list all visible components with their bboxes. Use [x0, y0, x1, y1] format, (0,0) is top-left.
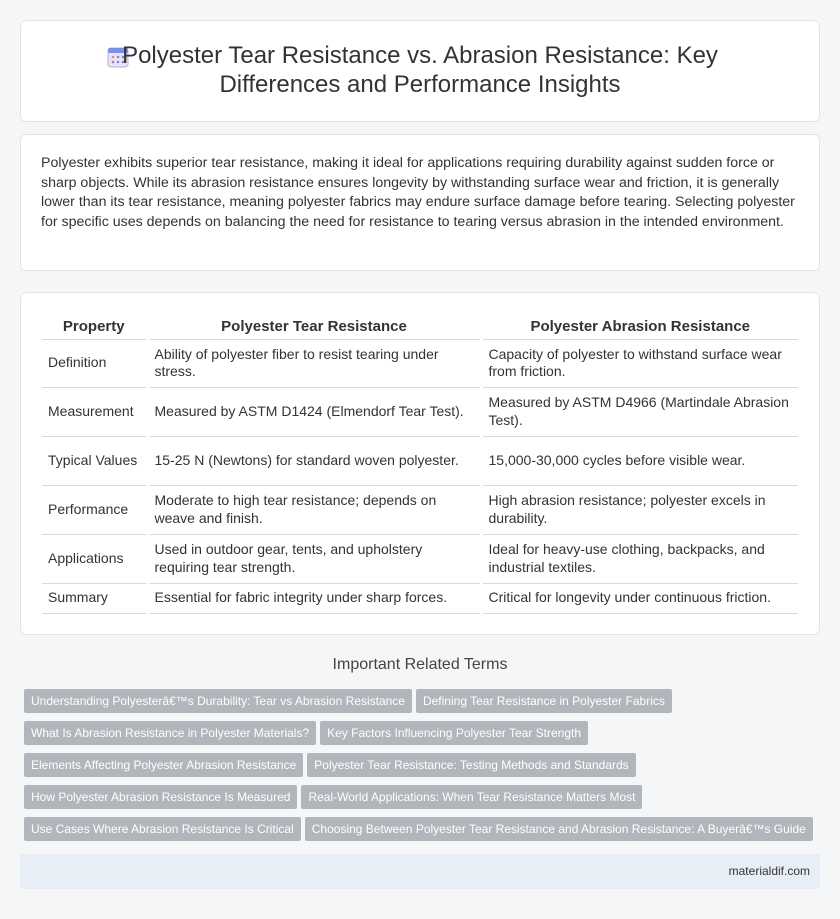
tear-cell: Ability of polyester fiber to resist tearing under stress. — [147, 339, 481, 387]
comparison-table-card — [20, 292, 820, 635]
related-term-link[interactable]: Use Cases Where Abrasion Resistance Is Critical — [24, 817, 301, 841]
table-row — [42, 436, 798, 485]
related-term-link[interactable]: Choosing Between Polyester Tear Resistance and Abrasion Resistance: A Buyerâ€™s Guide — [305, 817, 813, 841]
table-row — [42, 583, 798, 613]
abrasion-cell: 15,000-30,000 cycles before visible wear. — [481, 436, 798, 485]
related-term-link[interactable]: Key Factors Influencing Polyester Tear Strength — [320, 721, 588, 745]
related-term-link[interactable]: Elements Affecting Polyester Abrasion Resistance — [24, 753, 303, 777]
row-label: Summary — [42, 583, 147, 613]
table-row — [42, 534, 798, 583]
title-card — [20, 20, 820, 122]
row-label: Typical Values — [42, 436, 147, 485]
table-header-row — [42, 311, 798, 339]
table-row — [42, 339, 798, 387]
tear-cell: Measured by ASTM D1424 (Elmendorf Tear Test). — [147, 387, 481, 436]
related-term-link[interactable]: Real-World Applications: When Tear Resistance Matters Most — [301, 785, 642, 809]
row-label: Performance — [42, 485, 147, 534]
abrasion-cell: High abrasion resistance; polyester excels in durability. — [481, 485, 798, 534]
abrasion-cell: Measured by ASTM D4966 (Martindale Abrasion Test). — [481, 387, 798, 436]
abrasion-cell: Critical for longevity under continuous friction. — [481, 583, 798, 613]
column-header-property: Property — [42, 311, 147, 339]
site-name[interactable]: materialdif.com — [728, 864, 810, 878]
abrasion-cell: Capacity of polyester to withstand surface wear from friction. — [481, 339, 798, 387]
intro-paragraph: Polyester exhibits superior tear resistance, making it ideal for applications requiring durability against sudden force or sharp objects. While its abrasion resistance ensures longevity by withstanding surface wear and friction, it is generally lower than its tear resistance, meaning polyester fabrics may endure surface damage before tearing. Selecting polyester for specific uses depends on balancing the need for resistance to tearing versus abrasion in the intended environment. — [41, 155, 795, 230]
table-row — [42, 485, 798, 534]
related-term-link[interactable]: Polyester Tear Resistance: Testing Methods and Standards — [307, 753, 635, 777]
abrasion-cell: Ideal for heavy-use clothing, backpacks, and industrial textiles. — [481, 534, 798, 583]
related-terms-heading: Important Related Terms — [332, 656, 508, 673]
related-term-link[interactable]: How Polyester Abrasion Resistance Is Measured — [24, 785, 297, 809]
related-terms-list — [24, 689, 824, 849]
tear-cell: 15-25 N (Newtons) for standard woven polyester. — [147, 436, 481, 485]
tear-cell: Essential for fabric integrity under sharp forces. — [147, 583, 481, 613]
row-label: Applications — [42, 534, 147, 583]
row-label: Definition — [42, 339, 147, 387]
column-header-abrasion: Polyester Abrasion Resistance — [481, 311, 798, 339]
tear-cell: Moderate to high tear resistance; depends on weave and finish. — [147, 485, 481, 534]
row-label: Measurement — [42, 387, 147, 436]
comparison-table — [42, 311, 798, 614]
intro-card — [20, 134, 820, 271]
related-term-link[interactable]: What Is Abrasion Resistance in Polyester Materials? — [24, 721, 316, 745]
page-title: Polyester Tear Resistance vs. Abrasion Resistance: Key Differences and Performance Insights — [122, 42, 718, 98]
footer — [20, 854, 820, 889]
column-header-tear: Polyester Tear Resistance — [147, 311, 481, 339]
related-term-link[interactable]: Defining Tear Resistance in Polyester Fabrics — [416, 689, 672, 713]
related-term-link[interactable]: Understanding Polyesterâ€™s Durability: Tear vs Abrasion Resistance — [24, 689, 412, 713]
tear-cell: Used in outdoor gear, tents, and upholstery requiring tear strength. — [147, 534, 481, 583]
table-row — [42, 387, 798, 436]
